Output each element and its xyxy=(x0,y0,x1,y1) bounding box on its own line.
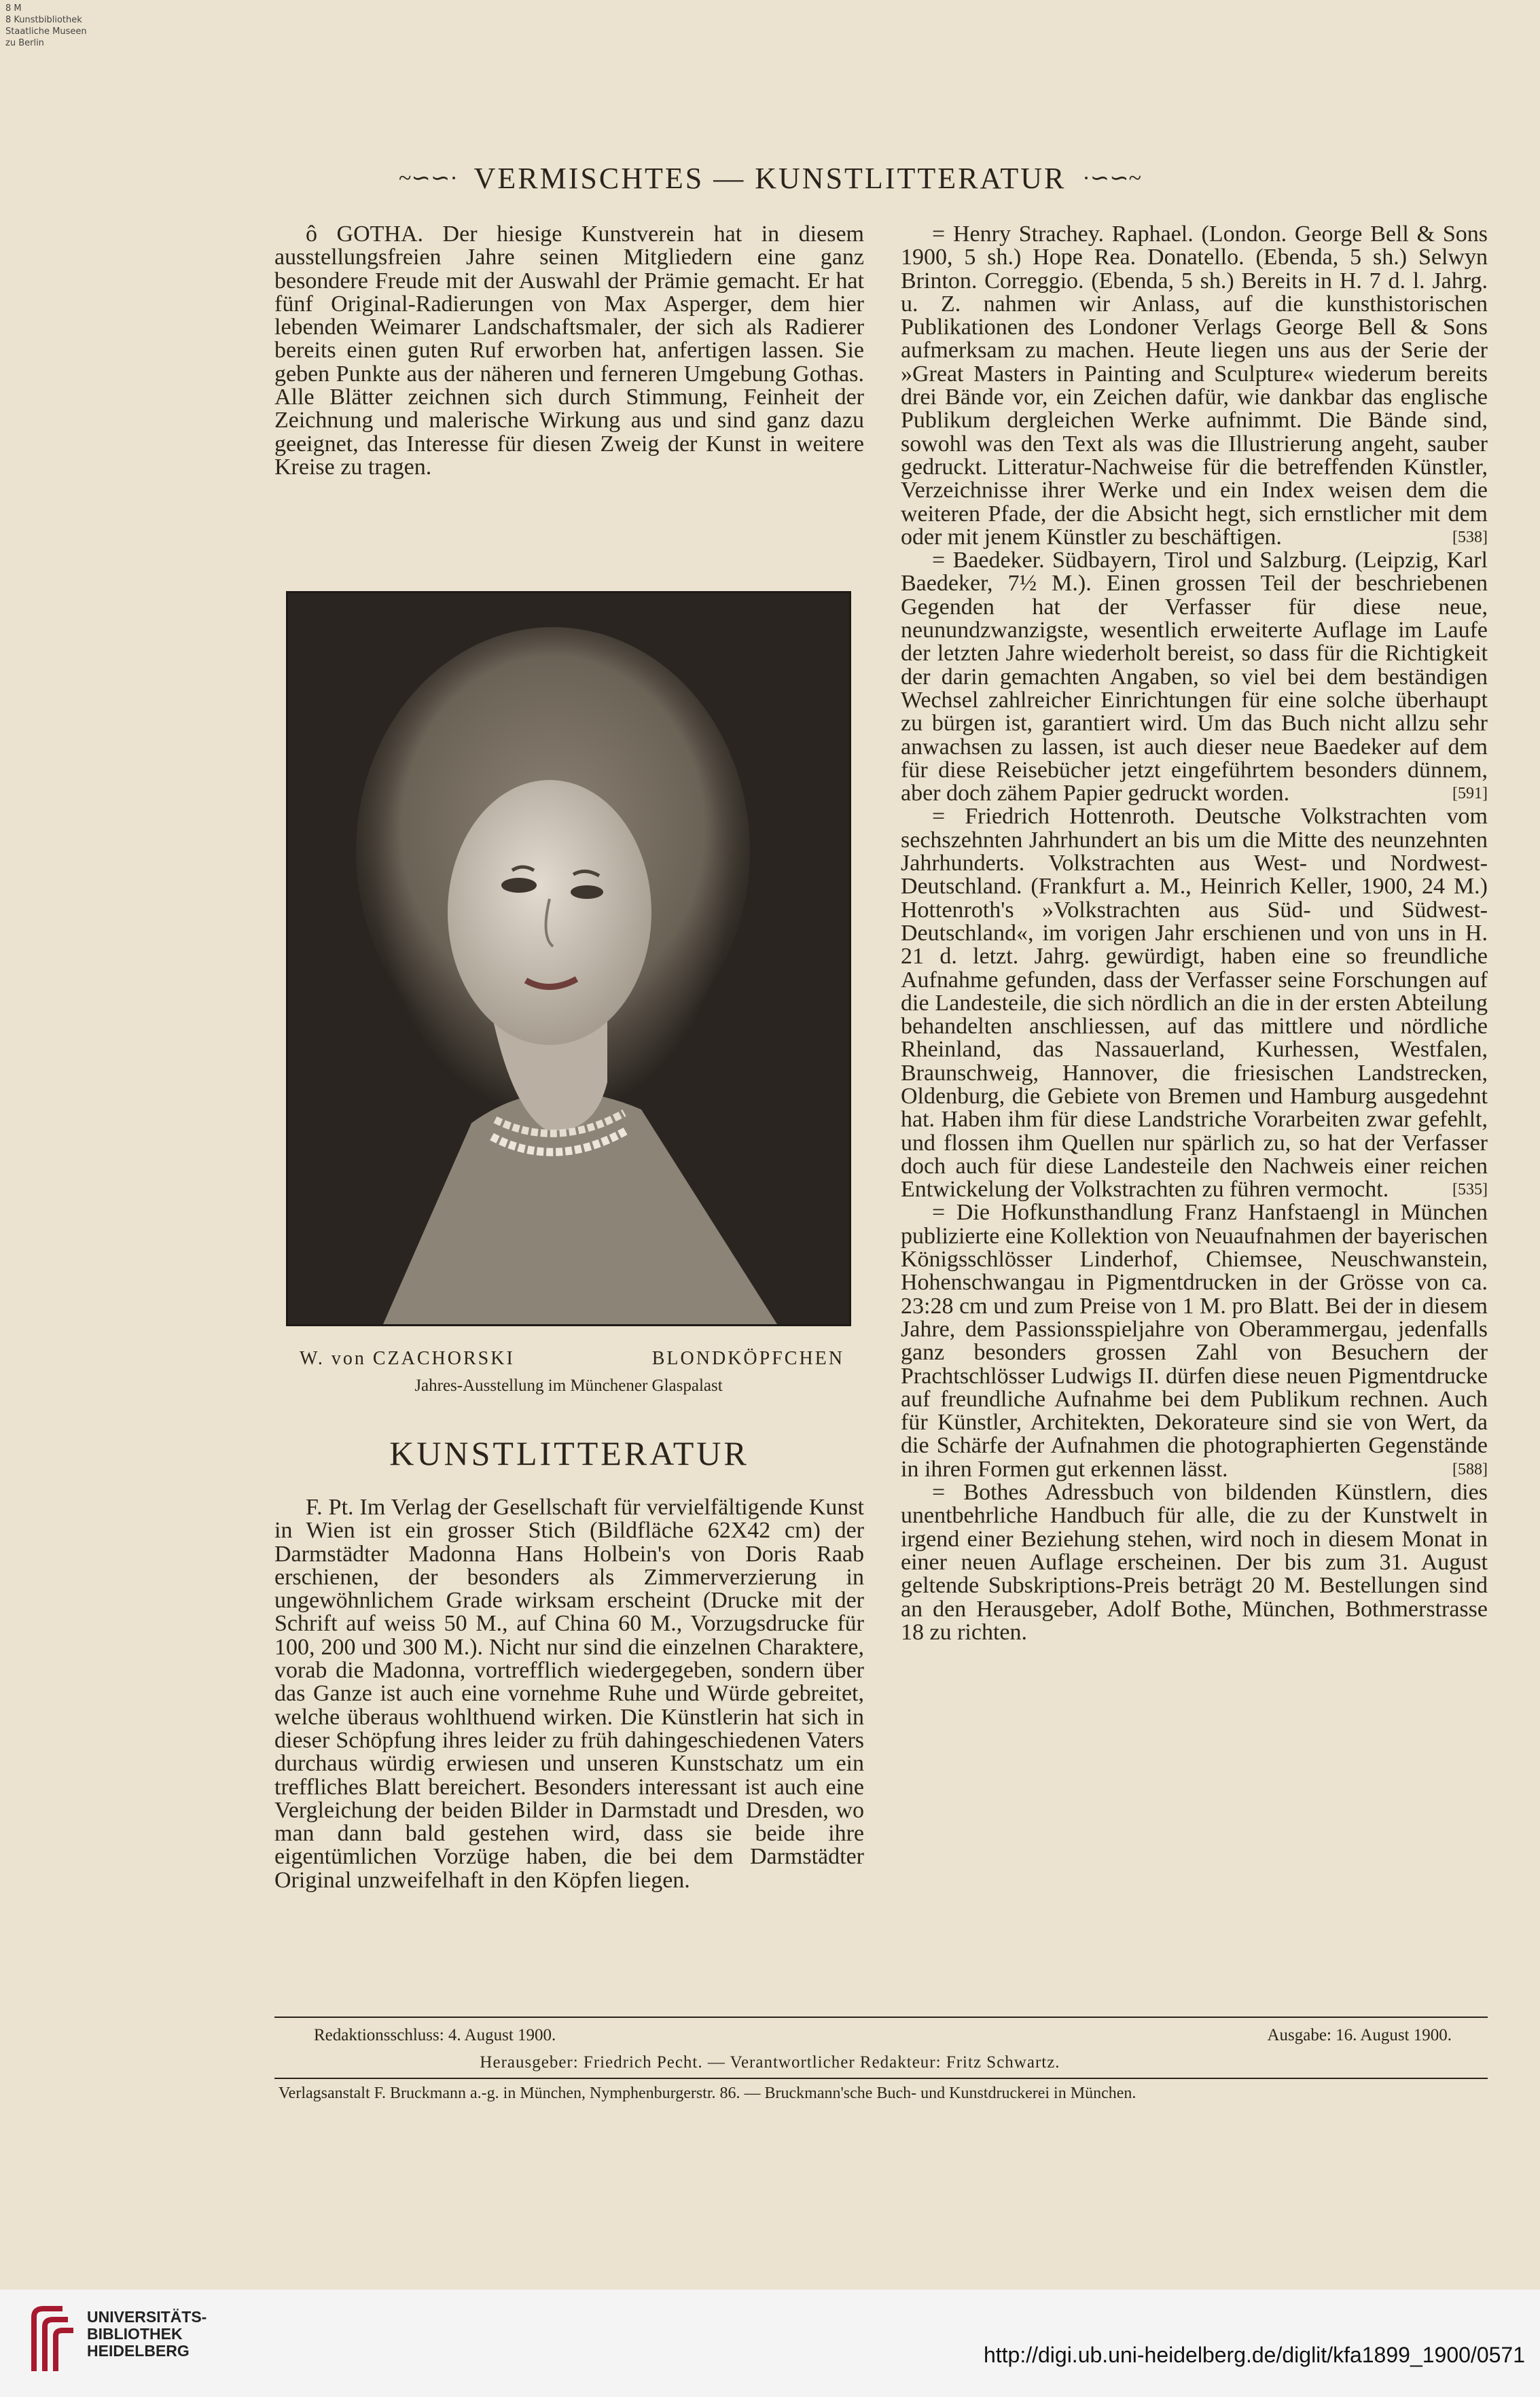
library-bar xyxy=(0,2290,1540,2397)
portrait-illustration xyxy=(286,591,851,1326)
strachey-text: = Henry Strachey. Raphael. (London. George Bell & Sons 1900, 5 sh.) Hope Rea. Donatello. (Ebenda, 5 sh.) Selwyn Brinton. Correggio. (Ebenda, 5 sh.) Bereits in H. 7 d. l. Jahrg. u. Z. nahmen wir Anlass, auf die kunsthistorischen Publikationen des Londoner Verlags George Bell & Sons aufmerksam zu machen. Heute liegen uns aus der Serie der »Great Masters in Painting and Sculpture« wiederum bereits drei Bände vor, ein Zeichen dafür, wie dankbar das englische Publikum dergleichen Werke aufnimmt. Die Bände sind, sowohl was den Text als was die Illustrierung angeht, sauber gedruckt. Litteratur-Nachweise für die betreffenden Künstler, Verzeichnisse ihrer Werke und ein Index weisen dem die weiteren Pfade, der die Absicht hegt, sich ernstlicher mit dem oder mit jenem Künstler zu beschäftigen. xyxy=(901,221,1488,550)
footer-editorial-deadline: Redaktionsschluss: 4. August 1900. xyxy=(314,2026,556,2044)
hanfstaengl-text: = Die Hofkunsthandlung Franz Hanfstaengl in München publizierte eine Kollektion von Neuaufnahmen der bayerischen Königsschlösser Linderhof, Chiemsee, Neuschwanstein, Hohenschwangau in Pigmentdrucken in der Grösse von ca. 23:28 cm und zum Preise von 1 M. pro Blatt. Bei der in diesem Jahre, dem Passionsspieljahre von Oberammergau, jedenfalls ganz besonders grossen Zahl von Besuchern der Prachtschlösser Ludwigs II. dürfen diese neuen Pigmentdrucke auf freundliche Aufnahme bei dem Publikum rechnen. Auch für Künstler, Architekten, Dekorateure sind sie von Wert, da die Schärfe der Aufnahmen die photographierten Gegenstände in ihren Formen gut erkennen lässt. xyxy=(901,1200,1488,1482)
ref-number: [538] xyxy=(1452,528,1488,546)
right-flourish-icon: ·∽∽~ xyxy=(1082,166,1142,191)
hottenroth-text: = Friedrich Hottenroth. Deutsche Volkstrachten vom sechszehnten Jahrhundert an bis um die Mitte des neunzehnten Jahrhunderts. Volkstrachten aus West- und Nordwest-Deutschland. (Frankfurt a. M., Heinrich Keller, 1900, 24 M.) Hottenroth's »Volkstrachten aus Süd- und Südwest-Deutschland«, im vorigen Jahr erschienen und von uns in H. 21 d. letzt. Jahrg. gewürdigt, haben eine so freundliche Aufnahme gefunden, dass der Verfasser seine Forschungen auf die Landesteile, die sich nördlich an die in der ersten Abteilung behandelten anschliessen, auf das mittlere und nördliche Rheinland, das Nassauerland, Kurhessen, Westfalen, Braunschweig, Hannover, die friesischen Landstrecken, Oldenburg, die Gebiete von Bremen und Hamburg ausgedehnt hat. Haben ihm für diese Landstriche Vorarbeiten zwar gefehlt, und flossen ihm Quellen nur spärlich zu, so hat der Verfasser doch auch für diese Landesteile den Nachweis einer reichen Entwickelung der Volkstrachten zu führen vermocht. xyxy=(901,804,1488,1203)
footer-issue-date: Ausgabe: 16. August 1900. xyxy=(1267,2026,1452,2044)
caption-artist: W. von CZACHORSKI xyxy=(300,1348,515,1369)
ref-number: [535] xyxy=(1452,1181,1488,1199)
left-column-bottom xyxy=(274,1496,864,1892)
stamp-line: zu Berlin xyxy=(5,38,44,48)
hottenroth-paragraph xyxy=(901,805,1488,1201)
footer-publisher: Herausgeber: Friedrich Pecht. — Verantwortlicher Redakteur: Fritz Schwartz. xyxy=(480,2053,1060,2072)
stamp-line: 8 M xyxy=(5,3,22,14)
heidelberg-logo-icon xyxy=(27,2303,79,2382)
gotha-paragraph: ô GOTHA. Der hiesige Kunstverein hat in diesem ausstellungsfreien Jahre seinen Mitgliedern eine ganz besondere Freude mit der Auswahl der Prämie gemacht. Er hat fünf Original-Radierungen von Max Asperger, dem hier lebenden Weimarer Landschaftsmaler, der sich als Radierer bereits einen guten Ruf erworben hat, anfertigen lassen. Sie geben Punkte aus der näheren und ferneren Umgebung Gothas. Alle Blätter zeichnen sich durch Stimmung, Feinheit der Zeichnung und malerische Wirkung aus und sind ganz dazu geeignet, das Interesse für diesen Zweig der Kunst in weitere Kreise zu tragen. xyxy=(274,221,864,480)
permalink-url[interactable]: http://digi.ub.uni-heidelberg.de/diglit/kfa1899_1900/0571 xyxy=(983,2343,1525,2367)
stamp-line: 8 Kunstbibliothek xyxy=(5,15,82,25)
left-column-top xyxy=(274,223,864,479)
raab-paragraph: F. Pt. Im Verlag der Gesellschaft für vervielfältigende Kunst in Wien ist ein grosser Stich (Bildfläche 62X42 cm) der Darmstädter Madonna Hans Holbein's von Doris Raab erschienen, der besonders als Zimmerverzierung in ungewöhnlichem Grade wirksam erscheint (Drucke mit der Schrift auf weiss 50 M., auf China 60 M., Vorzugsdrucke für 100, 200 und 300 M.). Nicht nur sind die einzelnen Charaktere, vorab die Madonna, vortrefflich wiedergegeben, sondern über das Ganze ist auch eine vornehme Ruhe und Würde gebreitet, welche überaus wohlthuend wirken. Die Künstlerin hat sich in dieser Schöpfung ihres leider zu früh dahingeschiedenen Vaters durchaus würdig erwiesen und unseren Kunstschatz um ein treffliches Blatt bereichert. Besonders interessant ist auch eine Vergleichung der beiden Bilder in Darmstadt und Dresden, wo man dann bald gestehen wird, dass sie beide ihre eigentümlichen Vorzüge haben, die bei dem Darmstädter Original unzweifelhaft in den Köpfen liegen. xyxy=(274,1495,864,1893)
library-name-line: UNIVERSITÄTS- xyxy=(87,2308,207,2326)
page-header-title: VERMISCHTES — KUNSTLITTERATUR xyxy=(473,161,1067,195)
caption-title: BLONDKÖPFCHEN xyxy=(651,1348,844,1369)
footer-printer: Verlagsanstalt F. Bruckmann a.-g. in München, Nymphenburgerstr. 86. — Bruckmann'sche Buch- und Kunstdruckerei in München. xyxy=(279,2084,1136,2102)
strachey-paragraph xyxy=(901,223,1488,549)
section-title: KUNSTLITTERATUR xyxy=(389,1434,749,1472)
library-name xyxy=(87,2309,207,2360)
library-stamp xyxy=(5,3,87,49)
stamp-line: Staatliche Museen xyxy=(5,26,87,37)
bothe-paragraph: = Bothes Adressbuch von bildenden Künstlern, dies unentbehrliche Handbuch für alle, die zu der Kunstwelt in irgend einer Beziehung stehen, wird noch in diesem Monat in einer neuen Auflage erscheinen. Der bis zum 31. August geltende Subskriptions-Preis beträgt 20 M. Bestellungen sind an den Herausgeber, Adolf Bothe, München, Bothmerstrasse 18 zu richten. xyxy=(901,1480,1488,1645)
ref-number: [591] xyxy=(1452,785,1488,803)
footer-rule-2 xyxy=(274,2078,1488,2079)
baedeker-text: = Baedeker. Südbayern, Tirol und Salzburg. (Leipzig, Karl Baedeker, 7½ M.). Einen grossen Teil der beschriebenen Gegenden hat der Verfasser für diese neue, neunundzwanzigste, wesentlich erweiterte Auflage im Laufe der letzten Jahre wiederholt bereist, so dass für die Richtigkeit der darin gemachten Angaben, so viel bei dem beständigen Wechsel zahlreicher Einrichtungen für eine solche überhaupt zu bürgen ist, garantiert wird. Um das Buch nicht allzu sehr anwachsen zu lassen, ist auch dieser neue Baedeker auf dem für diese Reisebücher jetzt eingeführtem besonders dünnem, aber doch zähem Papier gedruckt worden. xyxy=(901,548,1488,806)
left-flourish-icon: ~∽∽· xyxy=(398,166,458,191)
caption-exhibition: Jahres-Ausstellung im Münchener Glaspalast xyxy=(414,1377,723,1395)
portrait-image xyxy=(288,593,849,1324)
running-header xyxy=(0,158,1540,198)
right-column xyxy=(901,223,1488,1644)
library-name-line: BIBLIOTHEK xyxy=(87,2325,183,2343)
baedeker-paragraph xyxy=(901,549,1488,805)
ref-number: [588] xyxy=(1452,1460,1488,1478)
figure-caption xyxy=(286,1348,851,1396)
footer-rule xyxy=(274,2017,1488,2018)
hanfstaengl-paragraph xyxy=(901,1201,1488,1481)
library-name-line: HEIDELBERG xyxy=(87,2342,190,2360)
